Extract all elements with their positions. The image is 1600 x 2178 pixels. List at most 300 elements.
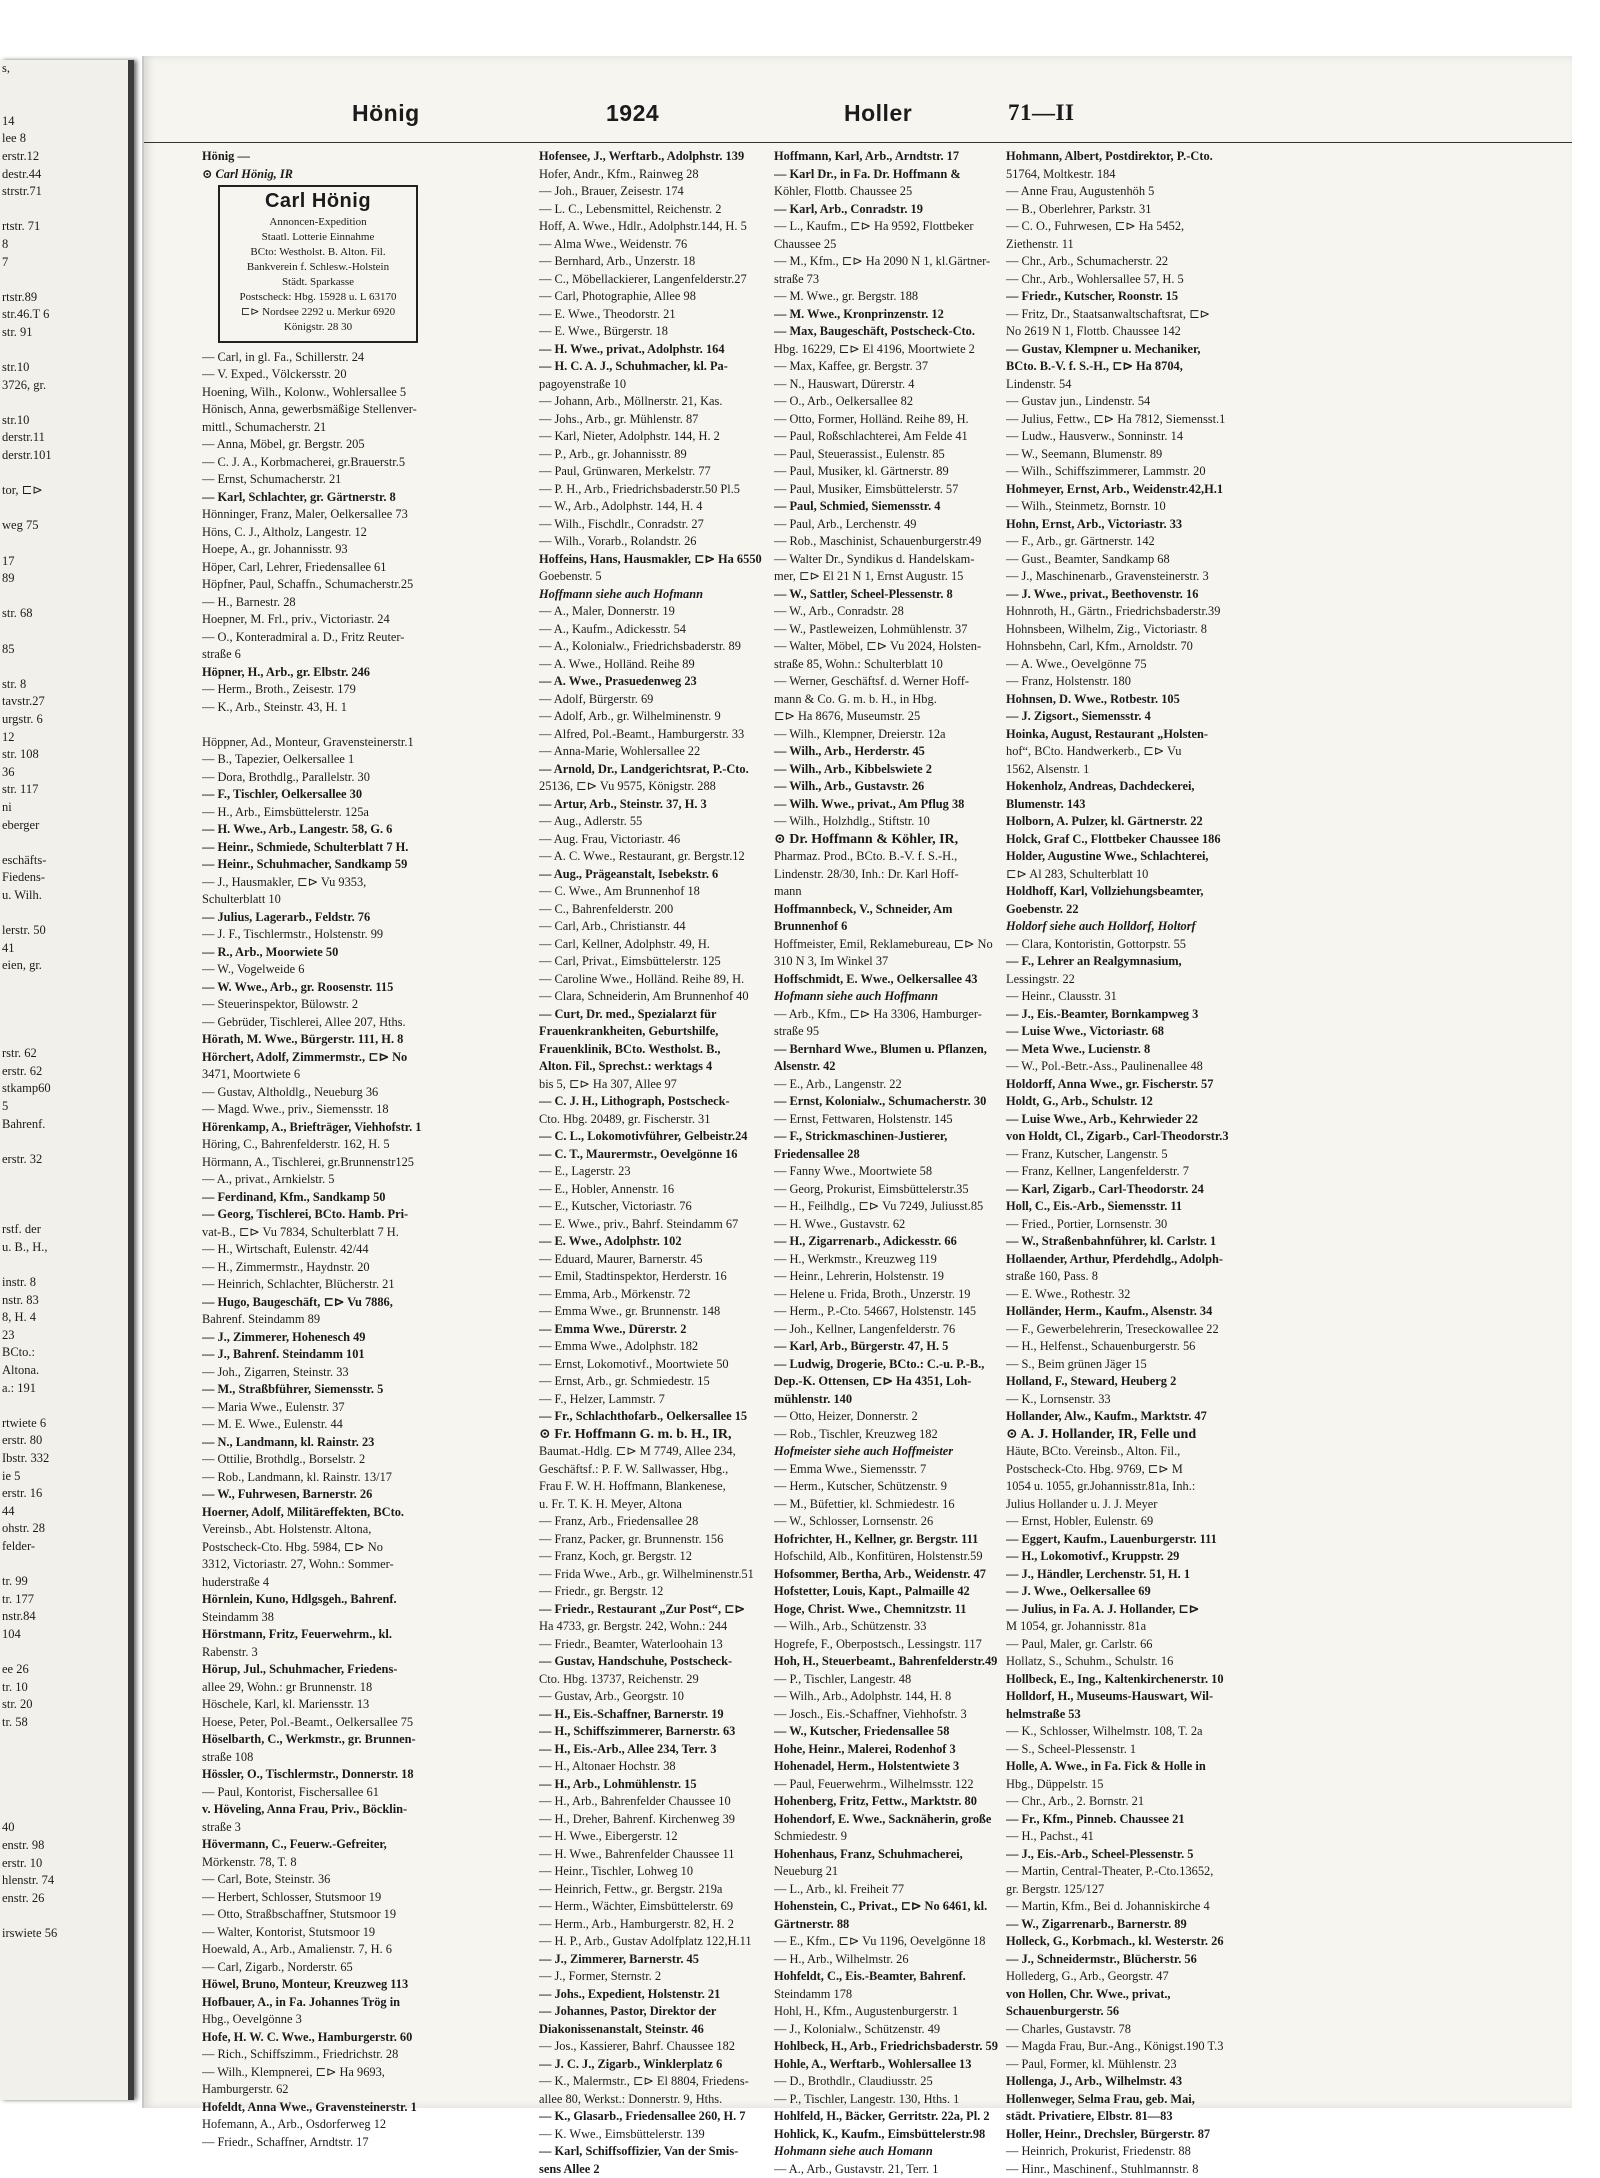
margin-fragment [0, 271, 128, 289]
directory-entry: Hogrefe, F., Oberpostsch., Lessingstr. 117 [774, 1636, 999, 1654]
margin-fragment: rtstr. 71 [0, 218, 128, 236]
advertisement-box [218, 185, 418, 343]
directory-entry: Hollaender, Arthur, Pferdehdlg., Adolph- [1006, 1251, 1272, 1269]
margin-fragment [0, 1168, 128, 1186]
directory-entry: Hohlfeld, H., Bäcker, Gerritstr. 22a, Pl. 2 [774, 2108, 999, 2126]
directory-entry: Holl, C., Eis.-Arb., Siemensstr. 11 [1006, 1198, 1272, 1216]
directory-entry: Hoewald, A., Arb., Amalienstr. 7, H. 6 [202, 1941, 522, 1959]
directory-entry: — Paul, Feuerwehrm., Wilhelmsstr. 122 [774, 1776, 999, 1794]
margin-fragment [0, 342, 128, 360]
directory-entry: — Eduard, Maurer, Barnerstr. 45 [539, 1251, 764, 1269]
column-4 [1006, 148, 1272, 2178]
margin-fragment: tor, ⊏⊳ [0, 482, 128, 500]
directory-entry: — M. Wwe., gr. Bergstr. 188 [774, 288, 999, 306]
margin-fragment: enstr. 26 [0, 1890, 128, 1908]
directory-entry: — Curt, Dr. med., Spezialarzt für [539, 1006, 764, 1024]
directory-entry: — Fritz, Dr., Staatsanwaltschaftsrat, ⊏⊳ [1006, 306, 1272, 324]
directory-entry: sens Allee 2 [539, 2161, 764, 2178]
directory-entry: ⊙ A. J. Hollander, IR, Felle und [1006, 1426, 1272, 1444]
directory-entry: mittl., Schumacherstr. 21 [202, 419, 522, 437]
directory-entry: — Wilh., Klempnerei, ⊏⊳ Ha 9693, [202, 2064, 522, 2082]
directory-entry: — C., Möbellackierer, Langenfelderstr.27 [539, 271, 764, 289]
directory-entry: — Johs., Expedient, Holstenstr. 21 [539, 1986, 764, 2004]
directory-entry: Hokenholz, Andreas, Dachdeckerei, [1006, 778, 1272, 796]
directory-entry: Höselbarth, C., Werkmstr., gr. Brunnen- [202, 1731, 522, 1749]
directory-entry: — Friedr., gr. Bergstr. 12 [539, 1583, 764, 1601]
directory-entry: — Wilh., Arb., Herderstr. 45 [774, 743, 999, 761]
margin-fragment [0, 1010, 128, 1028]
margin-fragment: str. 8 [0, 676, 128, 694]
directory-entry: ⊏⊳ Al 283, Schulterblatt 10 [1006, 866, 1272, 884]
directory-entry: — Emma Wwe., Adolphstr. 182 [539, 1338, 764, 1356]
margin-fragment: 14 [0, 113, 128, 131]
directory-entry: Dep.-K. Ottensen, ⊏⊳ Ha 4351, Loh- [774, 1373, 999, 1391]
column-1 [202, 148, 522, 2151]
directory-entry: — H. C. A. J., Schuhmacher, kl. Pa- [539, 358, 764, 376]
directory-entry: — W., Straßenbahnführer, kl. Carlstr. 1 [1006, 1233, 1272, 1251]
directory-entry: — Fanny Wwe., Moortwiete 58 [774, 1163, 999, 1181]
directory-entry: Hohenhaus, Franz, Schuhmacherei, [774, 1846, 999, 1864]
directory-entry: Lessingstr. 22 [1006, 971, 1272, 989]
directory-entry: — Alfred, Pol.-Beamt., Hamburgerstr. 33 [539, 726, 764, 744]
header-right-name: Holler [844, 100, 912, 127]
directory-entry: Holdt, G., Arb., Schulstr. 12 [1006, 1093, 1272, 1111]
directory-entry: — Carl, Photographie, Allee 98 [539, 288, 764, 306]
directory-entry: Holland, F., Steward, Heuberg 2 [1006, 1373, 1272, 1391]
directory-entry: Postscheck-Cto. Hbg. 9769, ⊏⊳ M [1006, 1461, 1272, 1479]
directory-entry: — Paul, Maler, gr. Carlstr. 66 [1006, 1636, 1272, 1654]
directory-entry: Hörnlein, Kuno, Hdlgsgeh., Bahrenf. [202, 1591, 522, 1609]
margin-fragment: rtwiete 6 [0, 1415, 128, 1433]
directory-entry: — Franz, Kutscher, Langenstr. 5 [1006, 1146, 1272, 1164]
directory-entry: Hohmeyer, Ernst, Arb., Weidenstr.42,H.1 [1006, 481, 1272, 499]
directory-entry: — H., Helfenst., Schauenburgerstr. 56 [1006, 1338, 1272, 1356]
directory-entry: — C. Wwe., Am Brunnenhof 18 [539, 883, 764, 901]
directory-entry: — Helene u. Frida, Broth., Unzerstr. 19 [774, 1286, 999, 1304]
directory-entry: — Bernhard Wwe., Blumen u. Pflanzen, [774, 1041, 999, 1059]
directory-entry: Hoepner, M. Frl., priv., Victoriastr. 24 [202, 611, 522, 629]
margin-fragment: nstr. 83 [0, 1292, 128, 1310]
directory-entry: — F., Tischler, Oelkersallee 30 [202, 786, 522, 804]
directory-entry: — Gustav, Arb., Georgstr. 10 [539, 1688, 764, 1706]
directory-entry: Holleck, G., Korbmach., kl. Westerstr. 26 [1006, 1933, 1272, 1951]
directory-entry: — A. Wwe., Prasuedenweg 23 [539, 673, 764, 691]
directory-entry: straße 3 [202, 1819, 522, 1837]
directory-entry: — C. J. H., Lithograph, Postscheck- [539, 1093, 764, 1111]
directory-entry: — W., Schlosser, Lornsenstr. 26 [774, 1513, 999, 1531]
margin-fragment: strstr.71 [0, 183, 128, 201]
directory-entry: straße 6 [202, 646, 522, 664]
directory-entry: — P., Tischler, Langestr. 48 [774, 1671, 999, 1689]
directory-entry: — W., Pastleweizen, Lohmühlenstr. 37 [774, 621, 999, 639]
margin-fragment: 12 [0, 729, 128, 747]
directory-entry: — C. J. A., Korbmacherei, gr.Brauerstr.5 [202, 454, 522, 472]
directory-entry: mann [774, 883, 999, 901]
directory-entry: — A., Arb., Gustavstr. 21, Terr. 1 [774, 2161, 999, 2178]
margin-fragment [0, 1643, 128, 1661]
directory-entry: — Karl Dr., in Fa. Dr. Hoffmann & [774, 166, 999, 184]
directory-entry: — E. Wwe., Bürgerstr. 18 [539, 323, 764, 341]
margin-fragment [0, 1186, 128, 1204]
directory-entry: Holdorf siehe auch Holldorf, Holtorf [1006, 918, 1272, 936]
directory-entry: — W. Wwe., Arb., gr. Roosenstr. 115 [202, 979, 522, 997]
directory-entry: — Wilh., Steinmetz, Bornstr. 10 [1006, 498, 1272, 516]
directory-entry: — A., Kolonialw., Friedrichsbaderstr. 89 [539, 638, 764, 656]
margin-fragment: tr. 10 [0, 1679, 128, 1697]
directory-entry: — Paul, Arb., Lerchenstr. 49 [774, 516, 999, 534]
directory-entry: — Georg, Prokurist, Eimsbüttelerstr.35 [774, 1181, 999, 1199]
margin-fragment: 104 [0, 1626, 128, 1644]
directory-entry: Hbg. 16229, ⊏⊳ El 4196, Moortwiete 2 [774, 341, 999, 359]
directory-entry: Holck, Graf C., Flottbeker Chaussee 186 [1006, 831, 1272, 849]
directory-entry: — M. Wwe., Kronprinzenstr. 12 [774, 306, 999, 324]
directory-entry: Hoffmeister, Emil, Reklamebureau, ⊏⊳ No [774, 936, 999, 954]
directory-entry: — Bernhard, Arb., Unzerstr. 18 [539, 253, 764, 271]
margin-fragment: 7 [0, 254, 128, 272]
directory-entry: — Meta Wwe., Lucienstr. 8 [1006, 1041, 1272, 1059]
directory-entry: Hohmann siehe auch Homann [774, 2143, 999, 2161]
directory-entry: mann & Co. G. m. b. H., in Hbg. [774, 691, 999, 709]
directory-entry: — Karl, Nieter, Adolphstr. 144, H. 2 [539, 428, 764, 446]
directory-entry: — K., Malermstr., ⊏⊳ El 8804, Friedens- [539, 2073, 764, 2091]
directory-entry: — Carl, Arb., Christianstr. 44 [539, 918, 764, 936]
directory-entry: — A., Kaufm., Adickesstr. 54 [539, 621, 764, 639]
directory-entry: — Heinrich, Prokurist, Friedenstr. 88 [1006, 2143, 1272, 2161]
directory-entry: — M., Büfettier, kl. Schmiedestr. 16 [774, 1496, 999, 1514]
directory-entry: Hohendorf, E. Wwe., Sacknäherin, große [774, 1811, 999, 1829]
margin-fragment: 5 [0, 1098, 128, 1116]
directory-entry: — J., Eis.-Beamter, Bornkampweg 3 [1006, 1006, 1272, 1024]
directory-entry: Hoepe, A., gr. Johannisstr. 93 [202, 541, 522, 559]
margin-fragment: 41 [0, 940, 128, 958]
margin-fragment: ohstr. 28 [0, 1520, 128, 1538]
margin-fragment: str. 68 [0, 605, 128, 623]
directory-entry: Hohenberg, Fritz, Fettw., Marktstr. 80 [774, 1793, 999, 1811]
directory-entry: Goebenstr. 22 [1006, 901, 1272, 919]
directory-entry: Bahrenf. Steindamm 89 [202, 1311, 522, 1329]
margin-fragment [0, 535, 128, 553]
directory-entry: — F., Strickmaschinen-Justierer, [774, 1128, 999, 1146]
directory-entry: — Martin, Kfm., Bei d. Johanniskirche 4 [1006, 1898, 1272, 1916]
directory-entry: Hollenga, J., Arb., Wilhelmstr. 43 [1006, 2073, 1272, 2091]
directory-entry: — Julius, Fettw., ⊏⊳ Ha 7812, Siemensst.1 [1006, 411, 1272, 429]
directory-entry: — Wilh., Fischdlr., Conradstr. 27 [539, 516, 764, 534]
directory-entry: — Adolf, Bürgerstr. 69 [539, 691, 764, 709]
directory-entry: Höper, Carl, Lehrer, Friedensallee 61 [202, 559, 522, 577]
directory-entry: — Charles, Gustavstr. 78 [1006, 2021, 1272, 2039]
margin-fragment [0, 1028, 128, 1046]
header-left-name: Hönig [352, 100, 420, 127]
directory-entry: 3471, Moortwiete 6 [202, 1066, 522, 1084]
directory-entry: — Ludwig, Drogerie, BCto.: C.-u. P.-B., [774, 1356, 999, 1374]
directory-entry: Hohnsbehn, Carl, Kfm., Arnoldstr. 70 [1006, 638, 1272, 656]
directory-entry: — W., Kutscher, Friedensallee 58 [774, 1723, 999, 1741]
directory-entry: Alsenstr. 42 [774, 1058, 999, 1076]
directory-entry: — W., Sattler, Scheel-Plessenstr. 8 [774, 586, 999, 604]
directory-entry: — Karl, Schiffsoffizier, Van der Smis- [539, 2143, 764, 2161]
directory-entry: — O., Konteradmiral a. D., Fritz Reuter- [202, 629, 522, 647]
directory-entry: — W., Seemann, Blumenstr. 89 [1006, 446, 1272, 464]
directory-entry: — H., Arb., Lohmühlenstr. 15 [539, 1776, 764, 1794]
directory-entry: — Wilh., Klempner, Dreierstr. 12a [774, 726, 999, 744]
margin-fragment: u. B., H., [0, 1239, 128, 1257]
directory-entry: — Magda Frau, Bur.-Ang., Königst.190 T.3 [1006, 2038, 1272, 2056]
directory-entry: Blumenstr. 143 [1006, 796, 1272, 814]
directory-entry: Hofsommer, Bertha, Arb., Weidenstr. 47 [774, 1566, 999, 1584]
directory-entry: Julius Hollander u. J. J. Meyer [1006, 1496, 1272, 1514]
directory-entry: Hönisch, Anna, gewerbsmäßige Stellenver- [202, 401, 522, 419]
directory-entry: straße 108 [202, 1749, 522, 1767]
directory-entry: — A. Wwe., Oevelgönne 75 [1006, 656, 1272, 674]
directory-entry: — C. O., Fuhrwesen, ⊏⊳ Ha 5452, [1006, 218, 1272, 236]
directory-entry: Hohnroth, H., Gärtn., Friedrichsbaderstr.39 [1006, 603, 1272, 621]
directory-entry: allee 29, Wohn.: gr Brunnenstr. 18 [202, 1679, 522, 1697]
margin-fragment: 3726, gr. [0, 377, 128, 395]
directory-entry: — J., Maschinenarb., Gravensteinerstr. 3 [1006, 568, 1272, 586]
directory-entry: v. Höveling, Anna Frau, Priv., Böcklin- [202, 1801, 522, 1819]
directory-entry: — Fr., Kfm., Pinneb. Chaussee 21 [1006, 1811, 1272, 1829]
directory-entry: — W., Vogelweide 6 [202, 961, 522, 979]
directory-entry: Hofstetter, Louis, Kapt., Palmaille 42 [774, 1583, 999, 1601]
directory-entry: BCto. B.-V. f. S.-H., ⊏⊳ Ha 8704, [1006, 358, 1272, 376]
directory-entry: — Aug. Frau, Victoriastr. 46 [539, 831, 764, 849]
directory-entry: — Franz, Arb., Friedensallee 28 [539, 1513, 764, 1531]
margin-fragment: irswiete 56 [0, 1925, 128, 1943]
directory-entry: Frauenklinik, BCto. Westholst. B., [539, 1041, 764, 1059]
directory-entry: — P., Tischler, Langestr. 130, Hths. 1 [774, 2091, 999, 2109]
margin-fragment: eien, gr. [0, 957, 128, 975]
margin-fragment [0, 1133, 128, 1151]
directory-entry: — Heinrich, Schlachter, Blücherstr. 21 [202, 1276, 522, 1294]
directory-entry: Gärtnerstr. 88 [774, 1916, 999, 1934]
directory-entry: — Franz, Packer, gr. Brunnenstr. 156 [539, 1531, 764, 1549]
directory-entry: Hamburgerstr. 62 [202, 2081, 522, 2099]
margin-fragment [0, 1749, 128, 1767]
directory-entry: — Emma Wwe., Dürerstr. 2 [539, 1321, 764, 1339]
directory-entry: — Maria Wwe., Eulenstr. 37 [202, 1399, 522, 1417]
directory-entry: Hollbeck, E., Ing., Kaltenkirchenerstr. 10 [1006, 1671, 1272, 1689]
directory-entry: — Carl, Kellner, Adolphstr. 49, H. [539, 936, 764, 954]
margin-fragment: str. 117 [0, 781, 128, 799]
directory-entry: — J., Bahrenf. Steindamm 101 [202, 1346, 522, 1364]
directory-entry: — M., Straßbführer, Siemensstr. 5 [202, 1381, 522, 1399]
directory-entry: von Holdt, Cl., Zigarb., Carl-Theodorstr.3 [1006, 1128, 1272, 1146]
directory-entry: Baumat.-Hdlg. ⊏⊳ M 7749, Allee 234, [539, 1443, 764, 1461]
directory-entry: — Eggert, Kaufm., Lauenburgerstr. 111 [1006, 1531, 1272, 1549]
directory-entry: — E., Hobler, Annenstr. 16 [539, 1181, 764, 1199]
margin-fragment: lerstr. 50 [0, 922, 128, 940]
directory-entry: — J., Kolonialw., Schützenstr. 49 [774, 2021, 999, 2039]
directory-entry: — Paul, Musiker, kl. Gärtnerstr. 89 [774, 463, 999, 481]
directory-entry: Goebenstr. 5 [539, 568, 764, 586]
directory-entry: — Johann, Arb., Möllnerstr. 21, Kas. [539, 393, 764, 411]
directory-entry: Hohle, A., Werftarb., Wohlersallee 13 [774, 2056, 999, 2074]
directory-entry: — Carl, in gl. Fa., Schillerstr. 24 [202, 349, 522, 367]
directory-entry: — Dora, Brothdlg., Parallelstr. 30 [202, 769, 522, 787]
directory-entry: Hofschild, Alb., Konfitüren, Holstenstr.59 [774, 1548, 999, 1566]
directory-entry: — Wilh., Arb., Adolphstr. 144, H. 8 [774, 1688, 999, 1706]
directory-entry: — Herbert, Schlosser, Stutsmoor 19 [202, 1889, 522, 1907]
directory-entry: — E., Kutscher, Victoriastr. 76 [539, 1198, 764, 1216]
directory-entry: — Jos., Kassierer, Bahrf. Chaussee 182 [539, 2038, 764, 2056]
directory-entry: — J., Händler, Lerchenstr. 51, H. 1 [1006, 1566, 1272, 1584]
previous-page-margin [0, 60, 134, 2100]
directory-entry: — Carl, Zigarb., Norderstr. 65 [202, 1959, 522, 1977]
directory-entry: — Paul, Roßschlachterei, Am Felde 41 [774, 428, 999, 446]
directory-entry: Hohmann, Albert, Postdirektor, P.-Cto. [1006, 148, 1272, 166]
directory-entry: — H., Pachst., 41 [1006, 1828, 1272, 1846]
directory-entry: mühlenstr. 140 [774, 1391, 999, 1409]
directory-entry: — Paul, Former, kl. Mühlenstr. 23 [1006, 2056, 1272, 2074]
directory-entry: 1562, Alsenstr. 1 [1006, 761, 1272, 779]
directory-entry: — Luise Wwe., Arb., Kehrwieder 22 [1006, 1111, 1272, 1129]
directory-entry: huderstraße 4 [202, 1574, 522, 1592]
directory-entry: — Paul, Musiker, Eimsbüttelerstr. 57 [774, 481, 999, 499]
directory-entry: — Karl, Zigarb., Carl-Theodorstr. 24 [1006, 1181, 1272, 1199]
margin-fragment: 85 [0, 641, 128, 659]
directory-entry: — Chr., Arb., 2. Bornstr. 21 [1006, 1793, 1272, 1811]
directory-entry: — H., Wirtschaft, Eulenstr. 42/44 [202, 1241, 522, 1259]
directory-entry: — M. E. Wwe., Eulenstr. 44 [202, 1416, 522, 1434]
directory-entry: — W., Arb., Adolphstr. 144, H. 4 [539, 498, 764, 516]
directory-entry: — Anna-Marie, Wohlersallee 22 [539, 743, 764, 761]
directory-entry: — Max, Baugeschäft, Postscheck-Cto. [774, 323, 999, 341]
directory-entry: u. Fr. T. K. H. Meyer, Altona [539, 1496, 764, 1514]
directory-entry: Hövermann, C., Feuerw.-Gefreiter, [202, 1836, 522, 1854]
directory-entry: — P., Arb., gr. Johannisstr. 89 [539, 446, 764, 464]
directory-entry: 3312, Victoriastr. 27, Wohn.: Sommer- [202, 1556, 522, 1574]
directory-entry: — Joh., Brauer, Zeisestr. 174 [539, 183, 764, 201]
directory-entry: — Julius, in Fa. A. J. Hollander, ⊏⊳ [1006, 1601, 1272, 1619]
directory-entry: — H. Wwe., Bahrenfelder Chaussee 11 [539, 1846, 764, 1864]
directory-entry: ⊙ Fr. Hoffmann G. m. b. H., IR, [539, 1426, 764, 1444]
margin-fragment: 23 [0, 1327, 128, 1345]
directory-entry: — Fr., Schlachthofarb., Oelkersallee 15 [539, 1408, 764, 1426]
margin-fragment: hlenstr. 74 [0, 1872, 128, 1890]
directory-entry: straße 73 [774, 271, 999, 289]
directory-entry: Hohlick, K., Kaufm., Eimsbüttelerstr.98 [774, 2126, 999, 2144]
directory-entry: — W., Arb., Conradstr. 28 [774, 603, 999, 621]
directory-entry: — Walter Dr., Syndikus d. Handelskam- [774, 551, 999, 569]
margin-fragment [0, 1802, 128, 1820]
directory-entry: — H., Altonaer Hochstr. 38 [539, 1758, 764, 1776]
margin-fragment: destr.44 [0, 166, 128, 184]
directory-entry: — Gust., Beamter, Sandkamp 68 [1006, 551, 1272, 569]
margin-fragment [0, 1204, 128, 1222]
directory-entry: — H. P., Arb., Gustav Adolfplatz 122,H.11 [539, 1933, 764, 1951]
directory-entry: Hörmann, A., Tischlerei, gr.Brunnenstr125 [202, 1154, 522, 1172]
margin-fragment: erstr. 16 [0, 1485, 128, 1503]
directory-entry: — Carl, Bote, Steinstr. 36 [202, 1871, 522, 1889]
margin-fragment: rstr. 62 [0, 1045, 128, 1063]
directory-entry: — Paul, Kontorist, Fischersallee 61 [202, 1784, 522, 1802]
directory-entry: — Ernst, Kolonialw., Schumacherstr. 30 [774, 1093, 999, 1111]
directory-entry: — N., Hauswart, Dürerstr. 4 [774, 376, 999, 394]
margin-fragment: a.: 191 [0, 1380, 128, 1398]
margin-fragment [0, 201, 128, 219]
margin-fragment [0, 500, 128, 518]
directory-entry: Mörkenstr. 78, T. 8 [202, 1854, 522, 1872]
directory-entry: — Rob., Tischler, Kreuzweg 182 [774, 1426, 999, 1444]
directory-entry: Hollenweger, Selma Frau, geb. Mai, [1006, 2091, 1272, 2109]
directory-entry: — Caroline Wwe., Holländ. Reihe 89, H. [539, 971, 764, 989]
directory-entry: vat-B., ⊏⊳ Vu 7834, Schulterblatt 7 H. [202, 1224, 522, 1242]
directory-entry: — Aug., Prägeanstalt, Isebekstr. 6 [539, 866, 764, 884]
directory-entry: Schulterblatt 10 [202, 891, 522, 909]
directory-entry: — S., Scheel-Plessenstr. 1 [1006, 1741, 1272, 1759]
margin-fragment [0, 1784, 128, 1802]
directory-entry: — Wilh., Arb., Gustavstr. 26 [774, 778, 999, 796]
directory-entry: — Paul, Steuerassist., Eulenstr. 85 [774, 446, 999, 464]
directory-entry: — H., Schiffszimmerer, Barnerstr. 63 [539, 1723, 764, 1741]
directory-entry: — Heinr., Schuhmacher, Sandkamp 59 [202, 856, 522, 874]
directory-entry: Höppner, Ad., Monteur, Gravensteinerstr.1 [202, 734, 522, 752]
directory-entry: — F., Lehrer an Realgymnasium, [1006, 953, 1272, 971]
directory-entry: — W., Fuhrwesen, Barnerstr. 26 [202, 1486, 522, 1504]
margin-fragment: 17 [0, 553, 128, 571]
directory-entry: — H. Wwe., Eibergerstr. 12 [539, 1828, 764, 1846]
directory-entry: — Walter, Kontorist, Stutsmoor 19 [202, 1924, 522, 1942]
margin-fragment: str.10 [0, 412, 128, 430]
page-number: 71—II [1008, 100, 1074, 126]
directory-entry: — Karl, Arb., Conradstr. 19 [774, 201, 999, 219]
directory-entry: — K., Schlosser, Wilhelmstr. 108, T. 2a [1006, 1723, 1272, 1741]
margin-fragment [0, 95, 128, 113]
directory-entry: Hoerner, Adolf, Militäreffekten, BCto. [202, 1504, 522, 1522]
directory-entry: Hofrichter, H., Kellner, gr. Bergstr. 111 [774, 1531, 999, 1549]
directory-entry: ⊏⊳ Ha 8676, Museumstr. 25 [774, 708, 999, 726]
directory-entry: — H., Zimmermstr., Haydnstr. 20 [202, 1259, 522, 1277]
directory-entry: ⊙ Carl Hönig, IR [202, 166, 522, 184]
directory-entry: Friedensallee 28 [774, 1146, 999, 1164]
directory-entry: Hbg., Oevelgönne 3 [202, 2011, 522, 2029]
directory-entry: — P. H., Arb., Friedrichsbaderstr.50 Pl.5 [539, 481, 764, 499]
directory-entry: hof“, BCto. Handwerkerb., ⊏⊳ Vu [1006, 743, 1272, 761]
directory-entry: — Ludw., Hausverw., Sonninstr. 14 [1006, 428, 1272, 446]
directory-entry: — Josch., Eis.-Schaffner, Viehhofstr. 3 [774, 1706, 999, 1724]
directory-entry: Hoffschmidt, E. Wwe., Oelkersallee 43 [774, 971, 999, 989]
margin-fragment [0, 588, 128, 606]
directory-entry: — E., Lagerstr. 23 [539, 1163, 764, 1181]
directory-entry: Cto. Hbg. 13737, Reichenstr. 29 [539, 1671, 764, 1689]
directory-entry: — D., Brothdlr., Claudiusstr. 25 [774, 2073, 999, 2091]
directory-entry: — H., Feilhdlg., ⊏⊳ Vu 7249, Juliusst.85 [774, 1198, 999, 1216]
directory-entry: — Wilh. Wwe., privat., Am Pflug 38 [774, 796, 999, 814]
directory-entry: — H., Arb., Bahrenfelder Chaussee 10 [539, 1793, 764, 1811]
margin-fragment: u. Wilh. [0, 887, 128, 905]
directory-entry: — C. T., Maurermstr., Oevelgönne 16 [539, 1146, 764, 1164]
directory-entry: — Otto, Former, Holländ. Reihe 89, H. [774, 411, 999, 429]
directory-entry: — Fried., Portier, Lornsenstr. 30 [1006, 1216, 1272, 1234]
directory-entry: — Gustav jun., Lindenstr. 54 [1006, 393, 1272, 411]
directory-entry: — H., Zigarrenarb., Adickesstr. 66 [774, 1233, 999, 1251]
directory-entry: Hofemann, A., Arb., Osdorferweg 12 [202, 2116, 522, 2134]
directory-entry: — Clara, Schneiderin, Am Brunnenhof 40 [539, 988, 764, 1006]
directory-entry: Geschäftsf.: P. F. W. Sallwasser, Hbg., [539, 1461, 764, 1479]
directory-entry: — A., Maler, Donnerstr. 19 [539, 603, 764, 621]
margin-fragment: 40 [0, 1819, 128, 1837]
directory-entry: — E. Wwe., priv., Bahrf. Steindamm 67 [539, 1216, 764, 1234]
advertisement-line: Postscheck: Hbg. 15928 u. L 63170 [224, 290, 412, 305]
directory-entry: — Ernst, Arb., gr. Schmiedestr. 15 [539, 1373, 764, 1391]
directory-entry: Köhler, Flottb. Chaussee 25 [774, 183, 999, 201]
directory-entry: mer, ⊏⊳ El 21 N 1, Ernst Augustr. 15 [774, 568, 999, 586]
directory-entry: — Joh., Zigarren, Steinstr. 33 [202, 1364, 522, 1382]
directory-entry: — Steuerinspektor, Bülowstr. 2 [202, 996, 522, 1014]
directory-entry: — Rob., Maschinist, Schauenburgerstr.49 [774, 533, 999, 551]
directory-entry: — L., Arb., kl. Freiheit 77 [774, 1881, 999, 1899]
directory-entry: — Johannes, Pastor, Direktor der [539, 2003, 764, 2021]
